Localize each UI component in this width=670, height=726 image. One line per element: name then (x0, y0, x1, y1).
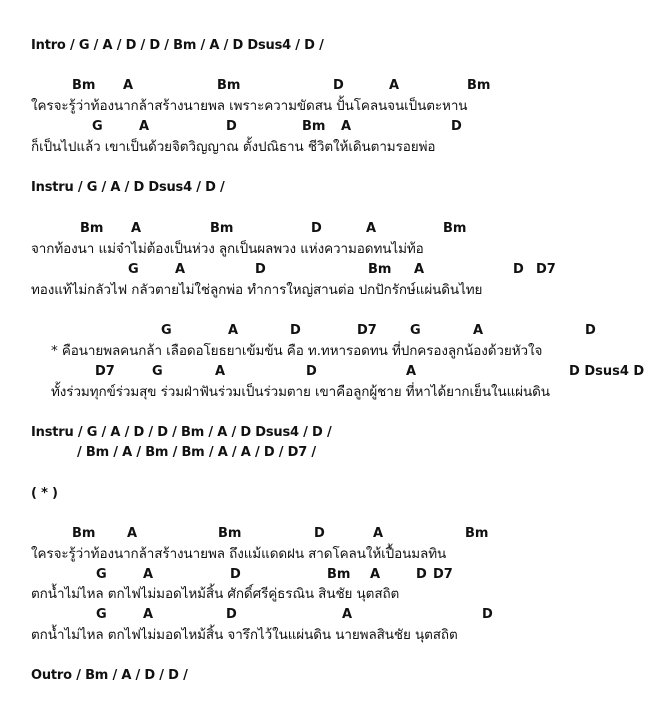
chord-label: A (366, 221, 377, 236)
chord-label: A (143, 607, 154, 622)
instru-line-continued: / Bm / A / Bm / Bm / A / A / D / D7 / (77, 445, 316, 460)
chord-label: Bm (368, 262, 392, 277)
chord-label: A (139, 119, 150, 134)
chord-label: A (414, 262, 425, 277)
chord-label: D (482, 607, 493, 622)
chord-label: A (123, 78, 134, 93)
chord-label: A (373, 526, 384, 541)
chord-label: D (306, 364, 317, 379)
chord-label: A (215, 364, 226, 379)
chord-label: A (370, 567, 381, 582)
chord-label: A (127, 526, 138, 541)
chord-label: A (341, 119, 352, 134)
chord-label: A (228, 323, 239, 338)
chord-label: Bm (210, 221, 234, 236)
chord-label: A (473, 323, 484, 338)
chord-label: G (96, 607, 107, 622)
chord-label: D (226, 607, 237, 622)
lyric-line: * คือนายพลคนกล้า เลือดอโยธยาเข้มข้น คือ ท.ทหารอดทน ที่ปกครองลูกน้องด้วยหัวใจ (51, 343, 543, 359)
chord-label: D7 (536, 262, 556, 277)
chord-label: D (314, 526, 325, 541)
lyric-line: จากท้องนา แม่จ๋าไม่ต้องเป็นห่วง ลูกเป็นผลพวง แห่งความอดทนไม่ท้อ (31, 241, 424, 257)
chord-label: D (226, 119, 237, 134)
chord-label: Bm (80, 221, 104, 236)
chord-label: Bm (217, 78, 241, 93)
chord-label: G (152, 364, 163, 379)
lyric-line: ทั้งร่วมทุกข์ร่วมสุข ร่วมฝ่าฟันร่วมเป็นร่วมตาย เขาคือลูกผู้ชาย ที่หาได้ยากเย็นในแผ่นดิน (51, 384, 550, 400)
chord-label: Bm (218, 526, 242, 541)
chord-label: Bm (72, 526, 96, 541)
lyric-line: ก็เป็นไปแล้ว เขาเป็นด้วยจิตวิญญาณ ตั้งปณิธาน ชีวิตให้เดินตามรอยพ่อ (31, 139, 436, 155)
chord-label: D (230, 567, 241, 582)
chord-label: A (175, 262, 186, 277)
chord-label: Bm (467, 78, 491, 93)
chord-label: A (342, 607, 353, 622)
chord-label: A (389, 78, 400, 93)
chord-label: A (131, 221, 142, 236)
chord-label: G (92, 119, 103, 134)
chord-label: Bm (72, 78, 96, 93)
chord-label: Bm (443, 221, 467, 236)
chord-label: D (451, 119, 462, 134)
chord-label: G (410, 323, 421, 338)
chord-label: D7 (95, 364, 115, 379)
chord-label: A (143, 567, 154, 582)
lyric-line: ตกน้ำไม่ไหล ตกไฟไม่มอดไหม้สิ้น จารึกไว้ในแผ่นดิน นายพลสินชัย นุตสถิต (31, 627, 458, 643)
instru-line: Instru / G / A / D / D / Bm / A / D Dsus4 / D / (31, 425, 332, 440)
chord-label: D7 (433, 567, 453, 582)
chord-label: G (128, 262, 139, 277)
chord-label: Bm (302, 119, 326, 134)
repeat-marker: ( * ) (31, 486, 58, 501)
intro-line: Intro / G / A / D / D / Bm / A / D Dsus4 / D / (31, 38, 324, 53)
chord-label: Bm (327, 567, 351, 582)
chord-label: D Dsus4 D (569, 364, 645, 379)
lyric-line: ใครจะรู้ว่าท้องนากล้าสร้างนายพล ถึงแม้แดดฝน สาดโคลนให้เปื้อนมลทิน (31, 546, 447, 562)
chord-label: D (513, 262, 524, 277)
lyric-line: ทองแท้ไม่กลัวไฟ กลัวตายไม่ใช่ลูกพ่อ ทำการใหญ่สานต่อ ปกปักรักษ์แผ่นดินไทย (31, 282, 483, 298)
chord-label: D (585, 323, 596, 338)
lyric-line: ตกน้ำไม่ไหล ตกไฟไม่มอดไหม้สิ้น ศักดิ์ศรีคู่ธรณิน สินชัย นุตสถิต (31, 586, 400, 602)
instru-line: Instru / G / A / D Dsus4 / D / (31, 180, 225, 195)
chord-label: G (161, 323, 172, 338)
chord-label: Bm (465, 526, 489, 541)
chord-label: D (333, 78, 344, 93)
chord-label: D (416, 567, 427, 582)
chord-label: A (406, 364, 417, 379)
chord-label: D (311, 221, 322, 236)
outro-line: Outro / Bm / A / D / D / (31, 668, 188, 683)
lyric-line: ใครจะรู้ว่าท้องนากล้าสร้างนายพล เพราะความขัดสน ปั้นโคลนจนเป็นตะหาน (31, 98, 468, 114)
chord-label: D (290, 323, 301, 338)
chord-label: D7 (357, 323, 377, 338)
chord-label: D (255, 262, 266, 277)
chord-label: G (96, 567, 107, 582)
